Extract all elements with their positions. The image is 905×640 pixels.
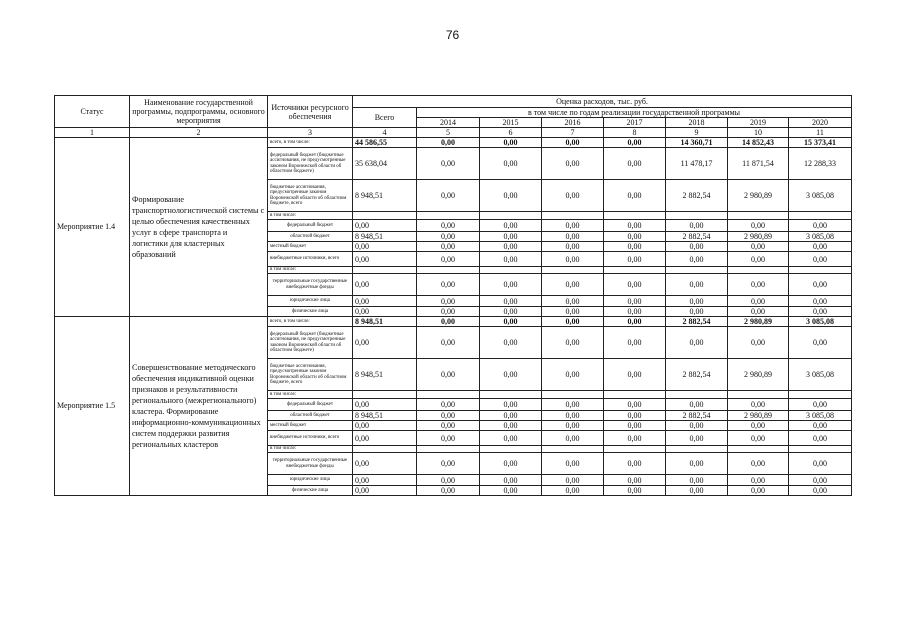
column-index: 5: [417, 128, 480, 138]
total-value: 0,00: [353, 296, 417, 307]
year-value: 0,00: [480, 138, 542, 148]
year-value: 0,00: [728, 453, 789, 475]
year-value: 0,00: [542, 399, 604, 411]
year-value: 0,00: [604, 453, 666, 475]
total-value: 0,00: [353, 242, 417, 252]
table-body: [55, 96, 852, 496]
header-year: 2017: [604, 118, 666, 128]
year-value: [417, 446, 480, 453]
year-value: 0,00: [728, 475, 789, 486]
funding-source: местный бюджет: [268, 242, 353, 252]
header-year: 2018: [666, 118, 728, 128]
year-value: 0,00: [417, 475, 480, 486]
year-value: 0,00: [417, 327, 480, 359]
year-value: 0,00: [728, 399, 789, 411]
year-value: 0,00: [417, 307, 480, 317]
header-source: Источники ресурсного обеспечения: [268, 96, 353, 128]
year-value: [417, 212, 480, 220]
year-value: 0,00: [789, 296, 852, 307]
year-value: 0,00: [604, 274, 666, 296]
year-value: 0,00: [789, 431, 852, 446]
year-value: 0,00: [604, 242, 666, 252]
total-value: 35 638,04: [353, 148, 417, 180]
year-value: 2 882,54: [666, 180, 728, 212]
year-value: 0,00: [417, 486, 480, 496]
year-value: [417, 391, 480, 399]
year-value: 0,00: [789, 453, 852, 475]
funding-source: федеральный бюджет (бюджетные ассигнования, не предусмотренные законом Воронежской области об областном бюджете): [268, 327, 353, 359]
year-value: 2 882,54: [666, 232, 728, 242]
year-value: 2 882,54: [666, 317, 728, 327]
year-value: 0,00: [480, 232, 542, 242]
year-value: 0,00: [542, 453, 604, 475]
year-value: 0,00: [789, 399, 852, 411]
total-value: 8 948,51: [353, 232, 417, 242]
year-value: 0,00: [542, 475, 604, 486]
total-value: 0,00: [353, 220, 417, 232]
year-value: 0,00: [604, 327, 666, 359]
year-value: 0,00: [480, 431, 542, 446]
funding-source: в том числе:: [268, 212, 353, 220]
year-value: [417, 267, 480, 274]
year-value: 0,00: [542, 296, 604, 307]
header-year: 2019: [728, 118, 789, 128]
year-value: 0,00: [480, 475, 542, 486]
total-value: 0,00: [353, 475, 417, 486]
funding-source: всего, в том числе:: [268, 317, 353, 327]
year-value: 0,00: [604, 307, 666, 317]
funding-source: юридические лица: [268, 475, 353, 486]
year-value: 0,00: [728, 252, 789, 267]
year-value: [480, 212, 542, 220]
table-row: [55, 138, 852, 148]
year-value: 0,00: [417, 232, 480, 242]
column-index: 7: [542, 128, 604, 138]
budget-table: [54, 95, 852, 496]
header-year: 2014: [417, 118, 480, 128]
total-value: [353, 212, 417, 220]
year-value: 2 980,89: [728, 180, 789, 212]
year-value: 14 852,43: [728, 138, 789, 148]
year-value: 0,00: [480, 220, 542, 232]
year-value: 0,00: [480, 399, 542, 411]
total-value: 8 948,51: [353, 359, 417, 391]
year-value: 0,00: [480, 242, 542, 252]
year-value: 0,00: [542, 359, 604, 391]
year-value: 2 980,89: [728, 232, 789, 242]
year-value: 0,00: [666, 307, 728, 317]
year-value: 0,00: [666, 399, 728, 411]
funding-source: местный бюджет: [268, 421, 353, 431]
year-value: 0,00: [604, 359, 666, 391]
year-value: 0,00: [480, 486, 542, 496]
funding-source: областной бюджет: [268, 232, 353, 242]
funding-source: территориальные государственные внебюджетные фонды: [268, 453, 353, 475]
total-value: 8 948,51: [353, 180, 417, 212]
year-value: 0,00: [417, 180, 480, 212]
column-index: 10: [728, 128, 789, 138]
header-total: Всего: [353, 108, 417, 128]
column-index: 3: [268, 128, 353, 138]
funding-source: в том числе:: [268, 391, 353, 399]
year-value: 0,00: [604, 399, 666, 411]
funding-source: федеральный бюджет (бюджетные ассигнования, не предусмотренные законом Воронежской области об областном бюджете): [268, 148, 353, 180]
year-value: 0,00: [417, 220, 480, 232]
year-value: 0,00: [542, 486, 604, 496]
year-value: 0,00: [604, 411, 666, 421]
year-value: 0,00: [417, 453, 480, 475]
measure-name: Совершенствование методического обеспечения индикативной оценки признаков и результативности регионального (межрегионального) кластера. Формирование информационно-коммуникационных систем поддержки развития региональных кластеров: [130, 317, 268, 496]
year-value: 0,00: [789, 327, 852, 359]
year-value: 0,00: [666, 296, 728, 307]
total-value: 0,00: [353, 252, 417, 267]
column-index: 4: [353, 128, 417, 138]
year-value: [542, 446, 604, 453]
year-value: 0,00: [666, 252, 728, 267]
year-value: [604, 212, 666, 220]
year-value: 0,00: [417, 242, 480, 252]
funding-source: юридические лица: [268, 296, 353, 307]
year-value: [480, 446, 542, 453]
year-value: 0,00: [480, 148, 542, 180]
year-value: 0,00: [728, 307, 789, 317]
page-number: 76: [445, 28, 460, 42]
measure-status: Мероприятие 1.4: [55, 138, 130, 317]
header-year: 2015: [480, 118, 542, 128]
measure-status: Мероприятие 1.5: [55, 317, 130, 496]
year-value: 0,00: [604, 431, 666, 446]
year-value: 0,00: [604, 317, 666, 327]
year-value: 3 085,08: [789, 232, 852, 242]
year-value: 2 980,89: [728, 359, 789, 391]
year-value: 0,00: [542, 242, 604, 252]
year-value: 0,00: [789, 252, 852, 267]
year-value: 0,00: [604, 138, 666, 148]
year-value: 0,00: [542, 220, 604, 232]
funding-source: областной бюджет: [268, 411, 353, 421]
year-value: 3 085,08: [789, 359, 852, 391]
total-value: 0,00: [353, 486, 417, 496]
year-value: 3 085,08: [789, 317, 852, 327]
year-value: 0,00: [480, 411, 542, 421]
year-value: 15 373,41: [789, 138, 852, 148]
measure-name: Формирование транспортнологистической системы с целью обеспечения качественных услуг в сфере транспорта и логистики для кластерных образований: [130, 138, 268, 317]
year-value: 0,00: [417, 359, 480, 391]
year-value: 0,00: [728, 327, 789, 359]
year-value: [789, 267, 852, 274]
year-value: 0,00: [666, 486, 728, 496]
year-value: 0,00: [542, 180, 604, 212]
column-index-row: [55, 128, 852, 138]
year-value: 3 085,08: [789, 180, 852, 212]
year-value: 0,00: [542, 274, 604, 296]
total-value: 0,00: [353, 453, 417, 475]
year-value: 0,00: [417, 431, 480, 446]
total-value: [353, 391, 417, 399]
year-value: [604, 267, 666, 274]
year-value: 0,00: [666, 475, 728, 486]
year-value: [789, 212, 852, 220]
funding-source: внебюджетные источники, всего: [268, 252, 353, 267]
column-index: 9: [666, 128, 728, 138]
year-value: 0,00: [789, 307, 852, 317]
year-value: 0,00: [789, 486, 852, 496]
column-index: 11: [789, 128, 852, 138]
year-value: 0,00: [480, 252, 542, 267]
funding-source: территориальные государственные внебюджетные фонды: [268, 274, 353, 296]
total-value: 44 586,55: [353, 138, 417, 148]
year-value: 0,00: [728, 220, 789, 232]
year-value: 0,00: [480, 296, 542, 307]
year-value: 0,00: [604, 252, 666, 267]
column-index: 6: [480, 128, 542, 138]
year-value: 0,00: [789, 220, 852, 232]
year-value: [728, 212, 789, 220]
funding-source: федеральный бюджет: [268, 399, 353, 411]
year-value: 0,00: [604, 148, 666, 180]
year-value: [666, 446, 728, 453]
year-value: 0,00: [666, 421, 728, 431]
header-status: Статус: [55, 96, 130, 128]
year-value: [480, 267, 542, 274]
year-value: 0,00: [542, 431, 604, 446]
funding-source: физические лица: [268, 486, 353, 496]
year-value: 0,00: [480, 453, 542, 475]
funding-source: в том числе:: [268, 267, 353, 274]
year-value: [789, 446, 852, 453]
year-value: [542, 391, 604, 399]
year-value: 11 478,17: [666, 148, 728, 180]
year-value: 0,00: [480, 359, 542, 391]
year-value: 2 980,89: [728, 317, 789, 327]
table-row: [55, 317, 852, 327]
year-value: [542, 267, 604, 274]
funding-source: всего, в том числе:: [268, 138, 353, 148]
year-value: 0,00: [728, 421, 789, 431]
column-index: 2: [130, 128, 268, 138]
year-value: [604, 391, 666, 399]
year-value: 0,00: [728, 486, 789, 496]
year-value: 0,00: [417, 296, 480, 307]
year-value: 0,00: [417, 274, 480, 296]
year-value: 0,00: [542, 327, 604, 359]
funding-source: бюджетные ассигнования, предусмотренные законом Воронежской области об областном бюджете, всего: [268, 180, 353, 212]
total-value: 8 948,51: [353, 317, 417, 327]
year-value: 0,00: [789, 242, 852, 252]
total-value: 0,00: [353, 431, 417, 446]
year-value: 0,00: [480, 180, 542, 212]
year-value: [604, 446, 666, 453]
year-value: 0,00: [604, 296, 666, 307]
year-value: 0,00: [604, 421, 666, 431]
year-value: 2 882,54: [666, 411, 728, 421]
year-value: [666, 267, 728, 274]
total-value: 0,00: [353, 399, 417, 411]
year-value: 0,00: [542, 317, 604, 327]
year-value: [728, 267, 789, 274]
total-value: 0,00: [353, 327, 417, 359]
year-value: 0,00: [789, 421, 852, 431]
column-index: 8: [604, 128, 666, 138]
year-value: [728, 391, 789, 399]
year-value: 0,00: [604, 486, 666, 496]
year-value: 0,00: [604, 475, 666, 486]
year-value: 0,00: [728, 274, 789, 296]
header-name: Наименование государственной программы, подпрограммы, основного мероприятия: [130, 96, 268, 128]
year-value: 0,00: [666, 453, 728, 475]
total-value: 0,00: [353, 421, 417, 431]
header-row: [55, 96, 852, 108]
year-value: 0,00: [480, 307, 542, 317]
year-value: 0,00: [542, 421, 604, 431]
year-value: 0,00: [728, 296, 789, 307]
funding-source: физические лица: [268, 307, 353, 317]
year-value: 0,00: [417, 317, 480, 327]
year-value: 3 085,08: [789, 411, 852, 421]
year-value: 0,00: [604, 180, 666, 212]
total-value: [353, 446, 417, 453]
year-value: 0,00: [789, 475, 852, 486]
total-value: [353, 267, 417, 274]
header-year: 2020: [789, 118, 852, 128]
year-value: [666, 212, 728, 220]
year-value: 0,00: [542, 138, 604, 148]
funding-source: федеральный бюджет: [268, 220, 353, 232]
year-value: 2 980,89: [728, 411, 789, 421]
year-value: 0,00: [417, 138, 480, 148]
funding-source: бюджетные ассигнования, предусмотренные законом Воронежской области об областном бюджете, всего: [268, 359, 353, 391]
year-value: 0,00: [728, 242, 789, 252]
year-value: 2 882,54: [666, 359, 728, 391]
header-expenses: Оценка расходов, тыс. руб.: [353, 96, 852, 108]
year-value: [666, 391, 728, 399]
year-value: 0,00: [542, 307, 604, 317]
year-value: [480, 391, 542, 399]
total-value: 0,00: [353, 307, 417, 317]
total-value: 0,00: [353, 274, 417, 296]
year-value: 0,00: [417, 411, 480, 421]
year-value: 0,00: [480, 327, 542, 359]
year-value: 0,00: [542, 232, 604, 242]
year-value: 0,00: [417, 148, 480, 180]
year-value: 0,00: [480, 421, 542, 431]
header-by-years: в том числе по годам реализации государственной программы: [417, 108, 852, 118]
year-value: 11 871,54: [728, 148, 789, 180]
year-value: 0,00: [666, 431, 728, 446]
year-value: 0,00: [417, 399, 480, 411]
year-value: 0,00: [666, 220, 728, 232]
year-value: 0,00: [789, 274, 852, 296]
year-value: 14 360,71: [666, 138, 728, 148]
year-value: 12 288,33: [789, 148, 852, 180]
funding-source: внебюджетные источники, всего: [268, 431, 353, 446]
year-value: 0,00: [480, 274, 542, 296]
header-year: 2016: [542, 118, 604, 128]
year-value: 0,00: [542, 411, 604, 421]
year-value: 0,00: [542, 252, 604, 267]
year-value: [789, 391, 852, 399]
year-value: [728, 446, 789, 453]
year-value: 0,00: [666, 274, 728, 296]
year-value: 0,00: [417, 421, 480, 431]
funding-source: в том числе:: [268, 446, 353, 453]
year-value: 0,00: [604, 220, 666, 232]
year-value: 0,00: [666, 242, 728, 252]
year-value: 0,00: [604, 232, 666, 242]
year-value: 0,00: [480, 317, 542, 327]
year-value: 0,00: [542, 148, 604, 180]
total-value: 8 948,51: [353, 411, 417, 421]
year-value: 0,00: [666, 327, 728, 359]
column-index: 1: [55, 128, 130, 138]
year-value: 0,00: [728, 431, 789, 446]
year-value: 0,00: [417, 252, 480, 267]
year-value: [542, 212, 604, 220]
